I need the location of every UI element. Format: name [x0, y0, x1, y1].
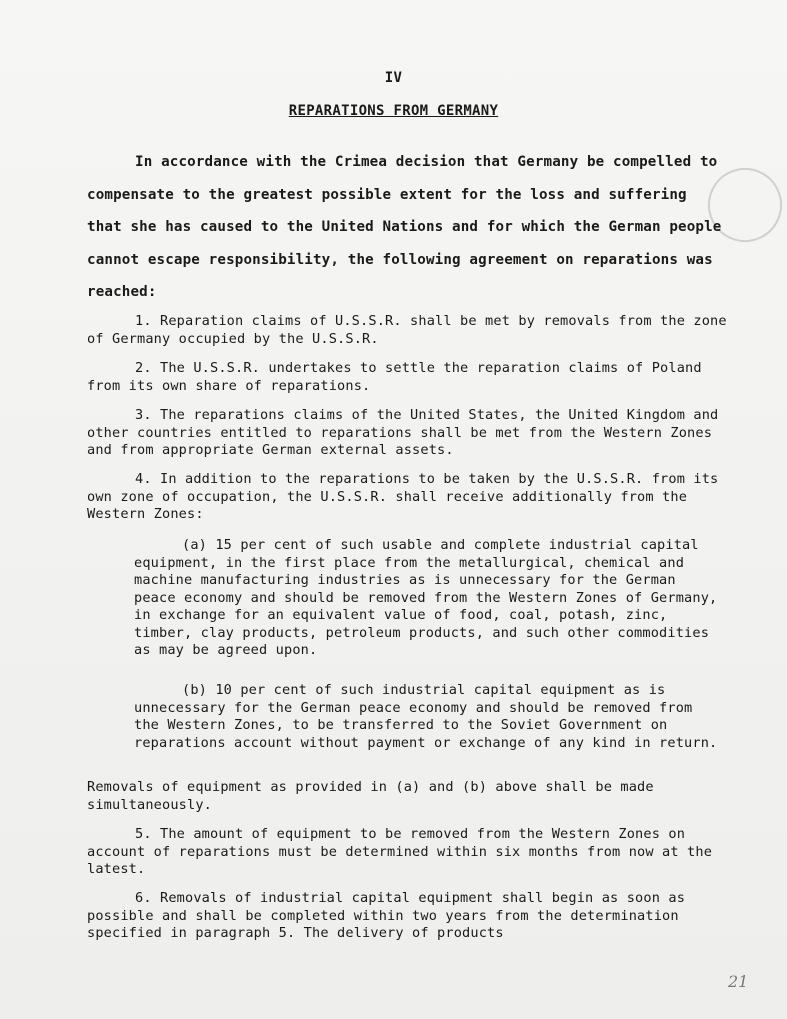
intro-paragraph: In accordance with the Crimea decision that Germany be compelled to compensate to the greatest possible extent for the loss and suffering that she has caused to the United Nations and for which the German people cannot escape responsibility, the following agreement on reparations was reached:	[87, 154, 722, 300]
paragraph-4b: (b) 10 per cent of such industrial capital equipment as is unnecessary for the German peace economy and should be removed from the Western Zones, to be transferred to the Soviet Government on reparations account without payment or exchange of any kind in return.	[134, 682, 718, 751]
paragraph-1: 1. Reparation claims of U.S.S.R. shall be met by removals from the zone of Germany occupied by the U.S.S.R.	[87, 313, 727, 347]
paragraph-4a: (a) 15 per cent of such usable and complete industrial capital equipment, in the first place from the metallurgical, chemical and machine manufacturing industries as is unnecessary for the German peace economy and should be removed from the Western Zones of Germany, in exchange for an equivalent value of food, coal, potash, zinc, timber, clay products, petroleum products, and such other commodities as may be agreed upon.	[134, 537, 718, 658]
paragraph-2: 2. The U.S.S.R. undertakes to settle the reparation claims of Poland from its own share of reparations.	[87, 360, 702, 394]
paragraph-6: 6. Removals of industrial capital equipment shall begin as soon as possible and shall be completed within two years from the determination specified in paragraph 5. The delivery of products	[87, 890, 686, 941]
paragraph-5: 5. The amount of equipment to be removed from the Western Zones on account of reparations must be determined within six months from now at the latest.	[87, 826, 713, 877]
paragraph-4: 4. In addition to the reparations to be taken by the U.S.S.R. from its own zone of occupation, the U.S.S.R. shall receive additionally from the Western Zones:	[87, 471, 719, 522]
removals-paragraph: Removals of equipment as provided in (a) and (b) above shall be made simultaneously.	[87, 779, 654, 813]
document-title: REPARATIONS FROM GERMANY	[288, 103, 499, 119]
page-number: 21	[728, 972, 749, 991]
section-number: IV	[384, 70, 403, 86]
paragraph-3: 3. The reparations claims of the United States, the United Kingdom and other countries entitled to reparations shall be met from the Western Zones and from appropriate German external assets.	[87, 407, 719, 458]
